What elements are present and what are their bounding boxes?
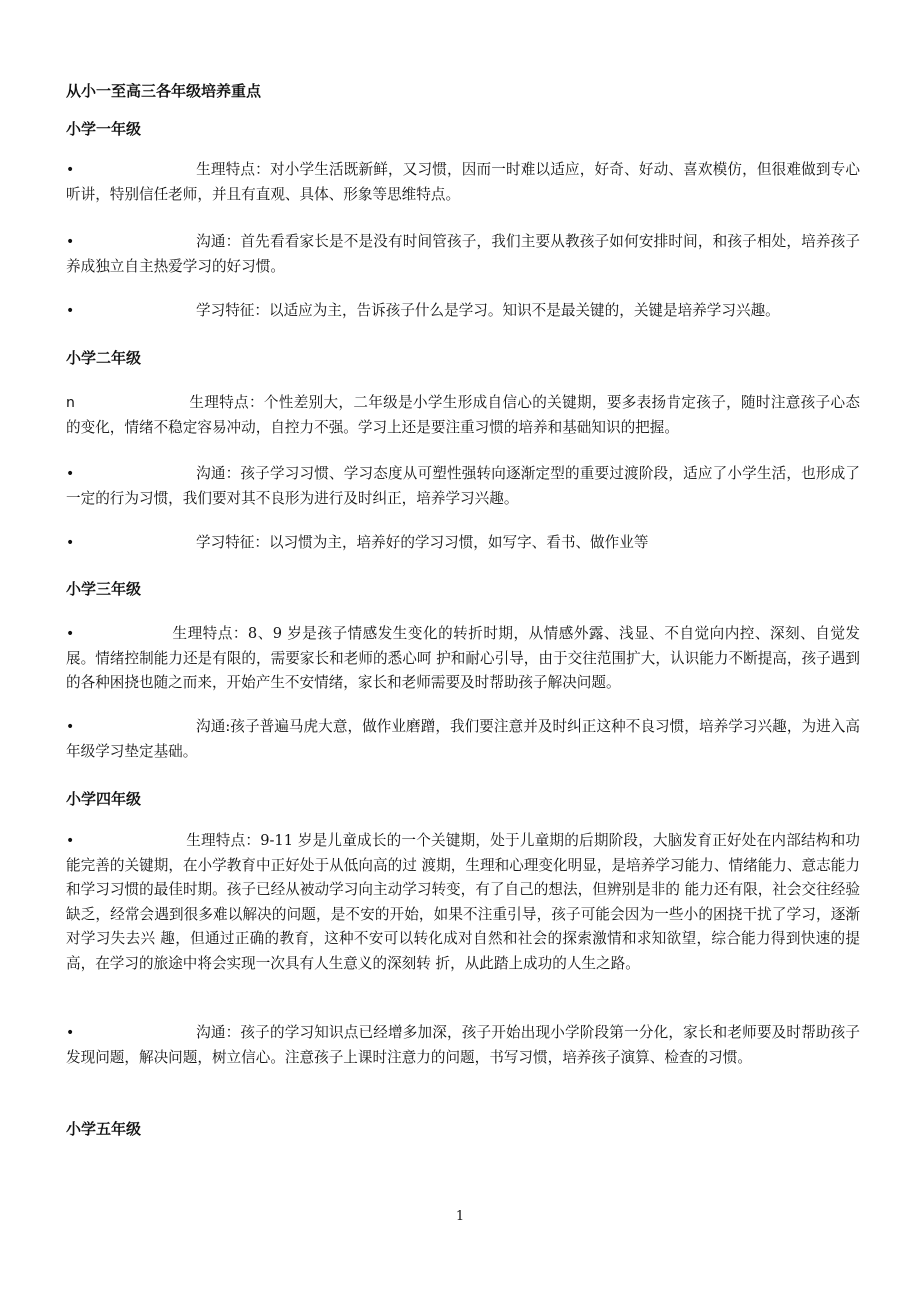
- page-number: 1: [455, 1209, 465, 1224]
- bullet-marker: •: [66, 162, 75, 178]
- item-text: 生理特点：个性差别大，二年级是小学生形成自信心的关键期，要多表扬肯定孩子，随时注意孩子心态的变化，情绪不稳定容易冲动，自控力不强。学习上还是要注重习惯的培养和基础知识的把握。: [66, 394, 860, 436]
- list-item: [66, 1021, 860, 1070]
- item-text: 沟通:孩子普遍马虎大意，做作业磨蹭，我们要注意并及时纠正这种不良习惯，培养学习兴趣，为进入高年级学习垫定基础。: [66, 718, 860, 760]
- list-item: [66, 299, 860, 324]
- bullet-marker: •: [66, 1025, 75, 1041]
- bullet-marker: •: [66, 626, 75, 642]
- document-title: 从小一至高三各年级培养重点: [66, 82, 262, 100]
- bullet-marker: •: [66, 303, 75, 319]
- list-item: [66, 391, 860, 440]
- bullet-marker: •: [66, 719, 75, 735]
- bullet-marker: n: [66, 395, 75, 411]
- bullet-marker: •: [66, 466, 75, 482]
- grade-heading-1: 小学一年级: [66, 120, 142, 138]
- item-text: 沟通：首先看看家长是不是没有时间管孩子，我们主要从教孩子如何安排时间，和孩子相处，培养孩子养成独立自主热爱学习的好习惯。: [66, 233, 860, 275]
- list-item: [66, 230, 860, 279]
- item-text: 沟通：孩子的学习知识点已经增多加深，孩子开始出现小学阶段第一分化，家长和老师要及时帮助孩子发现问题，解决问题，树立信心。注意孩子上课时注意力的问题，书写习惯，培养孩子演算、检查的习惯。: [66, 1024, 860, 1066]
- list-item: [66, 622, 860, 696]
- item-text: 沟通：孩子学习习惯、学习态度从可塑性强转向逐渐定型的重要过渡阶段，适应了小学生活，也形成了一定的行为习惯，我们要对其不良形为进行及时纠正，培养学习兴趣。: [66, 465, 860, 507]
- item-text: 生理特点：对小学生活既新鲜，又习惯，因而一时难以适应，好奇、好动、喜欢模仿，但很难做到专心听讲，特别信任老师，并且有直观、具体、形象等思维特点。: [66, 161, 860, 203]
- grade-heading-4: 小学四年级: [66, 790, 142, 808]
- item-text: 学习特征：以适应为主，告诉孩子什么是学习。知识不是最关键的，关键是培养学习兴趣。: [196, 302, 780, 319]
- list-item: [66, 158, 860, 207]
- bullet-marker: •: [66, 535, 75, 551]
- item-text: 生理特点：8、9 岁是孩子情感发生变化的转折时期，从情感外露、浅显、不自觉向内控、深刻、自觉发展。情绪控制能力还是有限的，需要家长和老师的悉心呵 护和耐心引导，由于交往范围扩大，认识能力不断提高，孩子遇到的各种困挠也随之而来，开始产生不安情绪，家长和老师需要及时帮助孩子解决问题。: [66, 625, 860, 691]
- grade-heading-5: 小学五年级: [66, 1120, 142, 1138]
- bullet-marker: •: [66, 234, 75, 250]
- list-item: [66, 715, 860, 764]
- list-item: [66, 829, 860, 976]
- item-text: 学习特征：以习惯为主，培养好的学习习惯，如写字、看书、做作业等: [196, 534, 649, 551]
- list-item: [66, 462, 860, 511]
- grade-heading-3: 小学三年级: [66, 580, 142, 598]
- list-item: [66, 531, 860, 556]
- item-text: 生理特点：9-11 岁是儿童成长的一个关键期，处于儿童期的后期阶段，大脑发育正好处在内部结构和功能完善的关键期，在小学教育中正好处于从低向高的过 渡期，生理和心理变化明显，是培养学习能力、情绪能力、意志能力和学习习惯的最佳时期。孩子已经从被动学习向主动学习转变，有了自己的想法，但辨别是非的 能力还有限，社会交往经验缺乏，经常会遇到很多难以解决的问题，是不安的开始，如果不注重引导，孩子可能会因为一些小的困挠干扰了学习，逐渐对学习失去兴 趣，但通过正确的教育，这种不安可以转化成对自然和社会的探索激情和求知欲望，综合能力得到快速的提高，在学习的旅途中将会实现一次具有人生意义的深刻转 折，从此踏上成功的人生之路。: [66, 832, 860, 972]
- bullet-marker: •: [66, 833, 75, 849]
- grade-heading-2: 小学二年级: [66, 349, 142, 367]
